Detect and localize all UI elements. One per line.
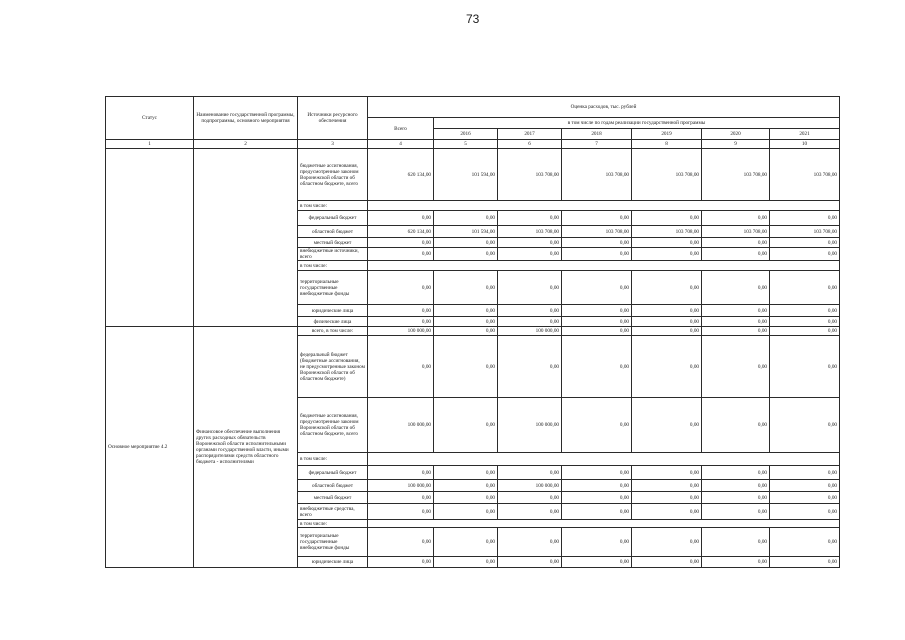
value-cell: 0,00	[562, 480, 632, 492]
column-number: 5	[434, 140, 498, 149]
value-cell: 0,00	[562, 398, 632, 453]
header-total: Всего	[368, 118, 434, 140]
value-cell: 0,00	[562, 305, 632, 317]
value-cell: 0,00	[498, 504, 562, 520]
value-cell: 0,00	[770, 398, 840, 453]
value-cell: 0,00	[770, 466, 840, 480]
source-cell: федеральный бюджет	[298, 466, 368, 480]
column-number: 3	[298, 140, 368, 149]
source-cell: местный бюджет	[298, 492, 368, 504]
header-year: 2019	[632, 129, 702, 140]
value-cell: 0,00	[632, 271, 702, 305]
value-cell: 0,00	[434, 327, 498, 336]
value-cell: 0,00	[498, 528, 562, 557]
value-cell: 0,00	[632, 336, 702, 398]
value-cell: 0,00	[770, 492, 840, 504]
header-year: 2016	[434, 129, 498, 140]
value-cell: 620 134,00	[368, 226, 434, 238]
value-cell: 0,00	[632, 528, 702, 557]
value-cell: 0,00	[770, 336, 840, 398]
column-number: 1	[106, 140, 194, 149]
value-cell: 0,00	[632, 238, 702, 248]
value-cell: 0,00	[368, 492, 434, 504]
value-cell: 0,00	[770, 480, 840, 492]
value-cell: 0,00	[632, 398, 702, 453]
source-cell: местный бюджет	[298, 238, 368, 248]
page-number: 73	[466, 12, 480, 26]
value-cell: 0,00	[562, 317, 632, 327]
column-number: 10	[770, 140, 840, 149]
header-year: 2018	[562, 129, 632, 140]
header-year: 2017	[498, 129, 562, 140]
value-cell: 620 134,00	[368, 149, 434, 201]
value-cell: 0,00	[498, 211, 562, 226]
value-cell: 0,00	[702, 271, 770, 305]
value-cell: 0,00	[368, 528, 434, 557]
value-cell: 0,00	[770, 305, 840, 317]
value-cell: 0,00	[434, 557, 498, 568]
value-cell: 0,00	[434, 504, 498, 520]
source-cell: в том числе:	[298, 520, 368, 528]
value-cell: 0,00	[562, 327, 632, 336]
value-cell: 0,00	[498, 317, 562, 327]
value-cell: 0,00	[562, 557, 632, 568]
value-cell: 0,00	[368, 557, 434, 568]
value-cell: 103 708,00	[498, 226, 562, 238]
value-cell: 0,00	[770, 317, 840, 327]
column-number: 4	[368, 140, 434, 149]
value-cell: 0,00	[632, 557, 702, 568]
source-cell: бюджетные ассигнования, предусмотренные законом Воронежской области об областном бюджете, всего	[298, 398, 368, 453]
column-number: 7	[562, 140, 632, 149]
value-cell: 100 000,00	[498, 480, 562, 492]
header-year: 2021	[770, 129, 840, 140]
value-cell: 103 708,00	[770, 149, 840, 201]
source-cell: бюджетные ассигнования, предусмотренные законом Воронежской области об областном бюджете, всего	[298, 149, 368, 201]
value-cell: 0,00	[368, 317, 434, 327]
value-cell: 0,00	[498, 466, 562, 480]
value-cell: 0,00	[368, 271, 434, 305]
value-cell: 0,00	[702, 480, 770, 492]
value-cell: 0,00	[562, 336, 632, 398]
source-cell: областной бюджет	[298, 226, 368, 238]
value-cell: 0,00	[702, 211, 770, 226]
column-number: 8	[632, 140, 702, 149]
value-cell: 0,00	[702, 327, 770, 336]
value-cell: 0,00	[368, 336, 434, 398]
value-cell: 0,00	[702, 557, 770, 568]
name-cell: Финансовое обеспечение выполнения других расходных обязательств Воронежской области исполнительными органами государственной власти, иными распорядителями средств областного бюджета - исполнителями	[194, 327, 298, 568]
value-cell: 103 708,00	[498, 149, 562, 201]
value-cell: 100 000,00	[368, 327, 434, 336]
value-cell: 103 708,00	[702, 149, 770, 201]
source-cell: территориальные государственные внебюджетные фонды	[298, 271, 368, 305]
value-cell: 103 708,00	[632, 226, 702, 238]
table-row	[106, 327, 840, 336]
source-cell: юридические лица	[298, 557, 368, 568]
value-cell: 0,00	[632, 317, 702, 327]
header-name: Наименование государственной программы, подпрограммы, основного мероприятия	[194, 97, 298, 140]
value-cell: 0,00	[562, 211, 632, 226]
value-cell: 0,00	[632, 466, 702, 480]
source-cell: внебюджетные источники, всего	[298, 248, 368, 261]
value-cell: 103 708,00	[562, 226, 632, 238]
value-cell: 0,00	[562, 466, 632, 480]
source-cell: юридические лица	[298, 305, 368, 317]
source-cell: физические лица	[298, 317, 368, 327]
value-cell: 0,00	[434, 466, 498, 480]
value-cell: 0,00	[702, 504, 770, 520]
value-cell: 0,00	[498, 305, 562, 317]
value-cell: 0,00	[562, 271, 632, 305]
value-cell: 0,00	[770, 238, 840, 248]
value-cell: 0,00	[498, 557, 562, 568]
source-cell: в том числе:	[298, 261, 368, 271]
value-cell: 0,00	[562, 528, 632, 557]
source-cell: областной бюджет	[298, 480, 368, 492]
value-cell: 0,00	[770, 271, 840, 305]
value-cell: 0,00	[434, 248, 498, 261]
value-cell: 0,00	[434, 317, 498, 327]
value-cell: 0,00	[702, 398, 770, 453]
source-cell: территориальные государственные внебюджетные фонды	[298, 528, 368, 557]
value-cell: 101 594,00	[434, 226, 498, 238]
value-cell: 0,00	[498, 336, 562, 398]
header-source: Источники ресурсного обеспечения	[298, 97, 368, 140]
value-cell: 0,00	[368, 211, 434, 226]
value-cell: 0,00	[434, 398, 498, 453]
value-cell: 0,00	[770, 248, 840, 261]
value-cell: 0,00	[702, 492, 770, 504]
value-cell: 0,00	[632, 492, 702, 504]
value-cell: 103 708,00	[562, 149, 632, 201]
value-cell: 0,00	[368, 248, 434, 261]
column-number: 2	[194, 140, 298, 149]
empty-value-cell	[368, 520, 840, 528]
value-cell: 0,00	[702, 238, 770, 248]
empty-value-cell	[368, 201, 840, 211]
value-cell: 0,00	[368, 504, 434, 520]
value-cell: 0,00	[562, 492, 632, 504]
source-cell: в том числе:	[298, 453, 368, 466]
value-cell: 0,00	[434, 492, 498, 504]
value-cell: 0,00	[434, 528, 498, 557]
value-cell: 0,00	[434, 211, 498, 226]
value-cell: 0,00	[368, 238, 434, 248]
value-cell: 103 708,00	[702, 226, 770, 238]
empty-value-cell	[368, 453, 840, 466]
header-by-year: в том числе по годам реализации государственной программы	[434, 118, 840, 129]
name-cell-empty	[194, 149, 298, 327]
value-cell: 0,00	[632, 211, 702, 226]
value-cell: 0,00	[770, 557, 840, 568]
empty-value-cell	[368, 261, 840, 271]
status-cell-empty	[106, 149, 194, 327]
budget-table	[105, 96, 840, 568]
source-cell: федеральный бюджет (бюджетные ассигнования, не предусмотренные законом Воронежской области об областном бюджете)	[298, 336, 368, 398]
header-estimate: Оценка расходов, тыс. рублей	[368, 97, 840, 118]
value-cell: 0,00	[368, 466, 434, 480]
column-number: 6	[498, 140, 562, 149]
header-year: 2020	[702, 129, 770, 140]
value-cell: 0,00	[498, 492, 562, 504]
value-cell: 0,00	[562, 238, 632, 248]
source-cell: в том числе:	[298, 201, 368, 211]
value-cell: 0,00	[632, 327, 702, 336]
value-cell: 0,00	[434, 271, 498, 305]
source-cell: всего, в том числе:	[298, 327, 368, 336]
value-cell: 0,00	[498, 248, 562, 261]
value-cell: 0,00	[562, 504, 632, 520]
source-cell: внебюджетные средства, всего	[298, 504, 368, 520]
value-cell: 0,00	[702, 336, 770, 398]
value-cell: 0,00	[770, 528, 840, 557]
value-cell: 0,00	[498, 238, 562, 248]
column-number: 9	[702, 140, 770, 149]
value-cell: 0,00	[434, 336, 498, 398]
value-cell: 0,00	[702, 305, 770, 317]
value-cell: 0,00	[434, 480, 498, 492]
source-cell: федеральный бюджет	[298, 211, 368, 226]
value-cell: 0,00	[702, 528, 770, 557]
table-row	[106, 149, 840, 201]
value-cell: 0,00	[632, 480, 702, 492]
value-cell: 0,00	[770, 327, 840, 336]
value-cell: 103 708,00	[770, 226, 840, 238]
value-cell: 100 000,00	[368, 480, 434, 492]
value-cell: 0,00	[632, 504, 702, 520]
value-cell: 0,00	[434, 238, 498, 248]
value-cell: 0,00	[702, 317, 770, 327]
header-status: Статус	[106, 97, 194, 140]
value-cell: 0,00	[368, 305, 434, 317]
value-cell: 103 708,00	[632, 149, 702, 201]
value-cell: 0,00	[498, 271, 562, 305]
value-cell: 100 000,00	[368, 398, 434, 453]
value-cell: 100 000,00	[498, 398, 562, 453]
value-cell: 0,00	[702, 248, 770, 261]
value-cell: 0,00	[770, 504, 840, 520]
value-cell: 0,00	[702, 466, 770, 480]
value-cell: 0,00	[562, 248, 632, 261]
value-cell: 0,00	[770, 211, 840, 226]
status-cell: Основное мероприятие 4.2	[106, 327, 194, 568]
value-cell: 101 594,00	[434, 149, 498, 201]
value-cell: 0,00	[632, 248, 702, 261]
value-cell: 100 000,00	[498, 327, 562, 336]
value-cell: 0,00	[434, 305, 498, 317]
value-cell: 0,00	[632, 305, 702, 317]
